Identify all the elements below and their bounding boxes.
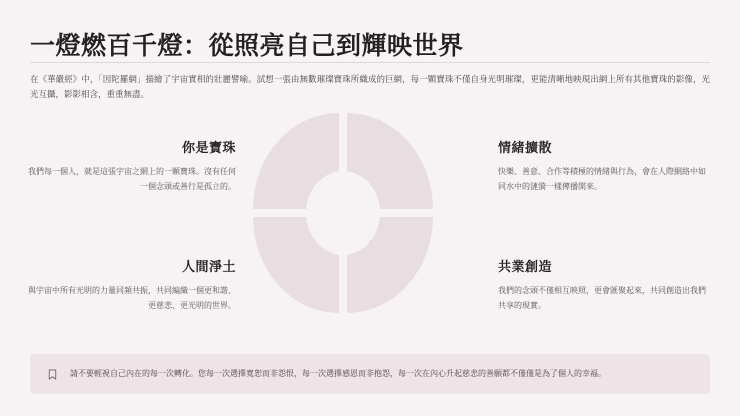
title-divider <box>30 62 710 63</box>
diagram-card-4 <box>498 256 706 314</box>
diagram-card-3-body: 與宇宙中所有光明的力量同頻共振，共同編織一個更和諧、更慈悲、更光明的世界。 <box>28 286 236 310</box>
bookmark-icon <box>46 368 59 381</box>
diagram-card-1-body: 我們每一個人，就是這張宇宙之網上的一顆寶珠。沒有任何一個念頭或善行是孤立的。 <box>28 167 236 191</box>
footer-callout <box>30 354 710 394</box>
diagram-card-4-body: 我們的念頭不僅相互映照，更會匯聚起來，共同創造出我們共享的現實。 <box>498 286 706 310</box>
intro-paragraph: 在《華嚴經》中，「因陀羅網」描繪了宇宙實相的壯麗譬喻。試想一張由無數璀璨寶珠所織成的巨網，每一顆寶珠不僅自身光明璀璨，更能清晰地映現出網上所有其他寶珠的影像，光光互攝，影影相含，重重無盡。 <box>30 74 710 99</box>
diagram-card-3-title: 人間淨土 <box>181 259 236 274</box>
diagram-card-2 <box>498 137 706 195</box>
diagram-card-2-body: 快樂、善意、合作等積極的情緒與行為，會在人際網絡中如同水中的漣漪一樣傳播開來。 <box>498 167 706 191</box>
diagram-card-4-title: 共業創造 <box>498 259 553 274</box>
diagram-card-1 <box>28 137 236 195</box>
page-title: 一燈燃百千燈：從照亮自己到輝映世界 <box>30 32 464 60</box>
footer-callout-text: 請不要輕視自己內在的每一次轉化。您每一次選擇寬恕而非怨恨，每一次選擇感恩而非抱怨，每一次在內心升起慈悲的善願都不僅僅是為了個人的幸福。 <box>70 369 606 379</box>
donut-center <box>306 171 380 255</box>
diagram-card-2-title: 情緒擴散 <box>498 140 553 155</box>
diagram-card-1-title: 你是寶珠 <box>181 140 236 155</box>
diagram-card-3 <box>28 256 236 314</box>
donut-diagram <box>253 113 433 313</box>
